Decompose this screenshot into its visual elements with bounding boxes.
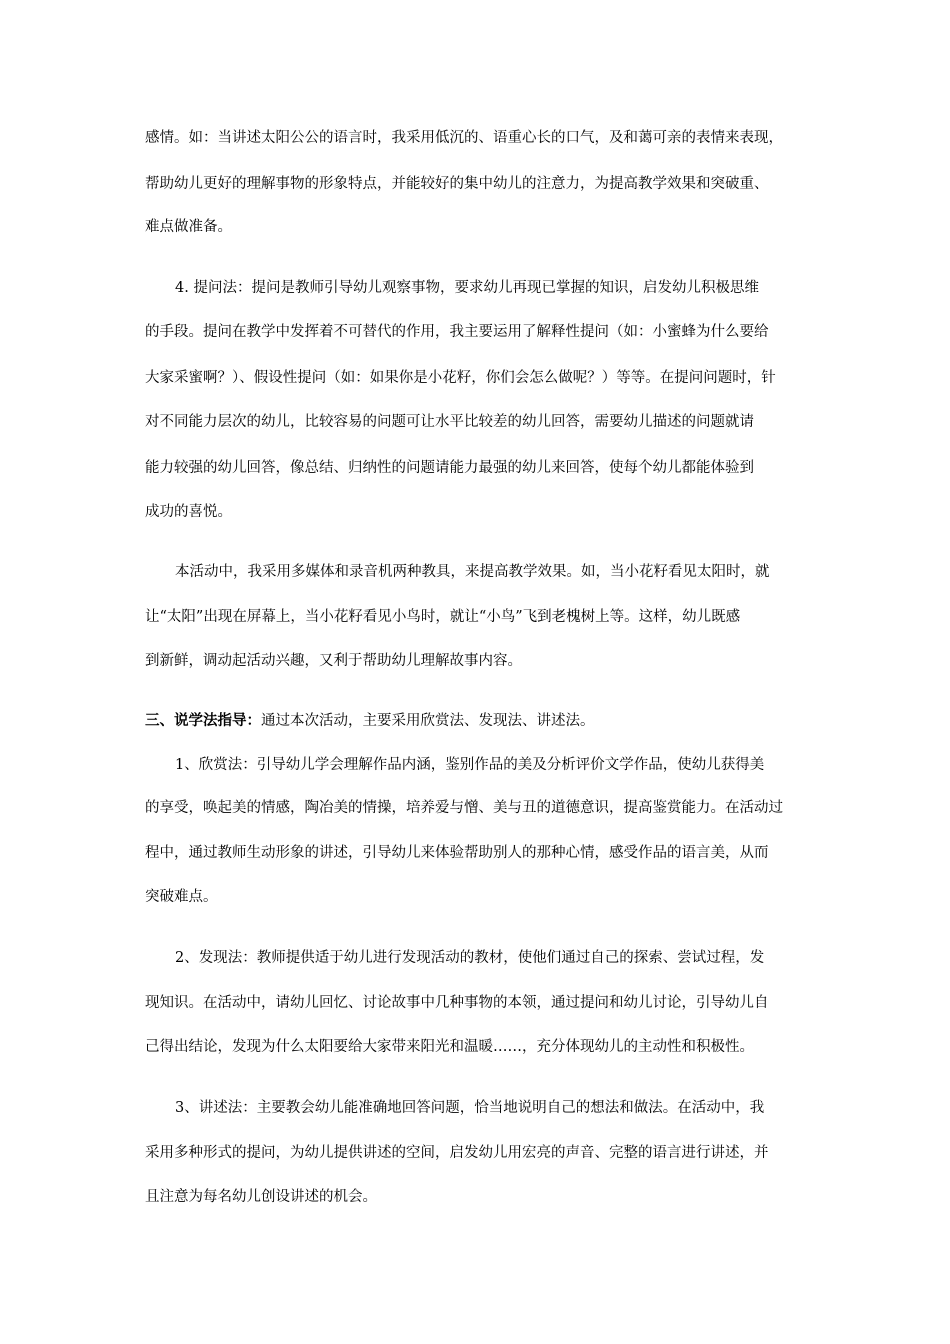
paragraph-line: 且注意为每名幼儿创设讲述的机会。 [145, 1189, 377, 1205]
paragraph-line: 己得出结论，发现为什么太阳要给大家带来阳光和温暖……，充分体现幼儿的主动性和积极性。 [145, 1039, 754, 1055]
paragraph-line: 1、欣赏法：引导幼儿学会理解作品内涵，鉴别作品的美及分析评价文学作品，使幼儿获得美 [175, 757, 765, 773]
paragraph-line: 对不同能力层次的幼儿，比较容易的问题可让水平比较差的幼儿回答，需要幼儿描述的问题就请 [145, 414, 754, 430]
paragraph-line: 的手段。提问在教学中发挥着不可替代的作用，我主要运用了解释性提问（如：小蜜蜂为什么要给 [145, 324, 769, 340]
paragraph-line: 4. 提问法：提问是教师引导幼儿观察事物，要求幼儿再现已掌握的知识，启发幼儿积极思维 [175, 280, 759, 296]
section-heading-label: 三、说学法指导： [145, 712, 261, 729]
paragraph-line: 大家采蜜啊？）、假设性提问（如：如果你是小花籽，你们会怎么做呢？）等等。在提问问题时，针 [145, 370, 776, 386]
paragraph-line: 让“太阳”出现在屏幕上，当小花籽看见小鸟时，就让“小鸟”飞到老槐树上等。这样，幼儿既感 [145, 609, 741, 625]
paragraph-line: 难点做准备。 [145, 219, 232, 235]
paragraph-line: 本活动中，我采用多媒体和录音机两种教具，来提高教学效果。如，当小花籽看见太阳时，就 [175, 564, 770, 580]
paragraph-line: 程中，通过教师生动形象的讲述，引导幼儿来体验帮助别人的那种心情，感受作品的语言美，从而 [145, 845, 769, 861]
section-heading [145, 711, 815, 731]
paragraph-line: 感情。如：当讲述太阳公公的语言时，我采用低沉的、语重心长的口气，及和蔼可亲的表情来表现， [145, 130, 783, 146]
paragraph-line: 现知识。在活动中，请幼儿回忆、讨论故事中几种事物的本领，通过提问和幼儿讨论，引导幼儿自 [145, 995, 769, 1011]
paragraph-line: 成功的喜悦。 [145, 504, 232, 520]
paragraph-line: 到新鲜，调动起活动兴趣，又利于帮助幼儿理解故事内容。 [145, 653, 522, 669]
paragraph-line: 突破难点。 [145, 889, 218, 905]
paragraph-line: 3、讲述法：主要教会幼儿能准确地回答问题，恰当地说明自己的想法和做法。在活动中，我 [175, 1100, 765, 1116]
paragraph-line: 采用多种形式的提问，为幼儿提供讲述的空间，启发幼儿用宏亮的声音、完整的语言进行讲述，并 [145, 1145, 769, 1161]
paragraph-line: 能力较强的幼儿回答，像总结、归纳性的问题请能力最强的幼儿来回答，使每个幼儿都能体验到 [145, 460, 754, 476]
paragraph-line: 帮助幼儿更好的理解事物的形象特点，并能较好的集中幼儿的注意力，为提高教学效果和突破重、 [145, 176, 769, 192]
paragraph-line: 的享受，唤起美的情感，陶冶美的情操，培养爱与憎、美与丑的道德意识，提高鉴赏能力。在活动过 [145, 800, 783, 816]
paragraph-line: 2、发现法：教师提供适于幼儿进行发现活动的教材，使他们通过自己的探索、尝试过程，发 [175, 950, 765, 966]
section-heading-text: 通过本次活动，主要采用欣赏法、发现法、讲述法。 [261, 713, 595, 729]
